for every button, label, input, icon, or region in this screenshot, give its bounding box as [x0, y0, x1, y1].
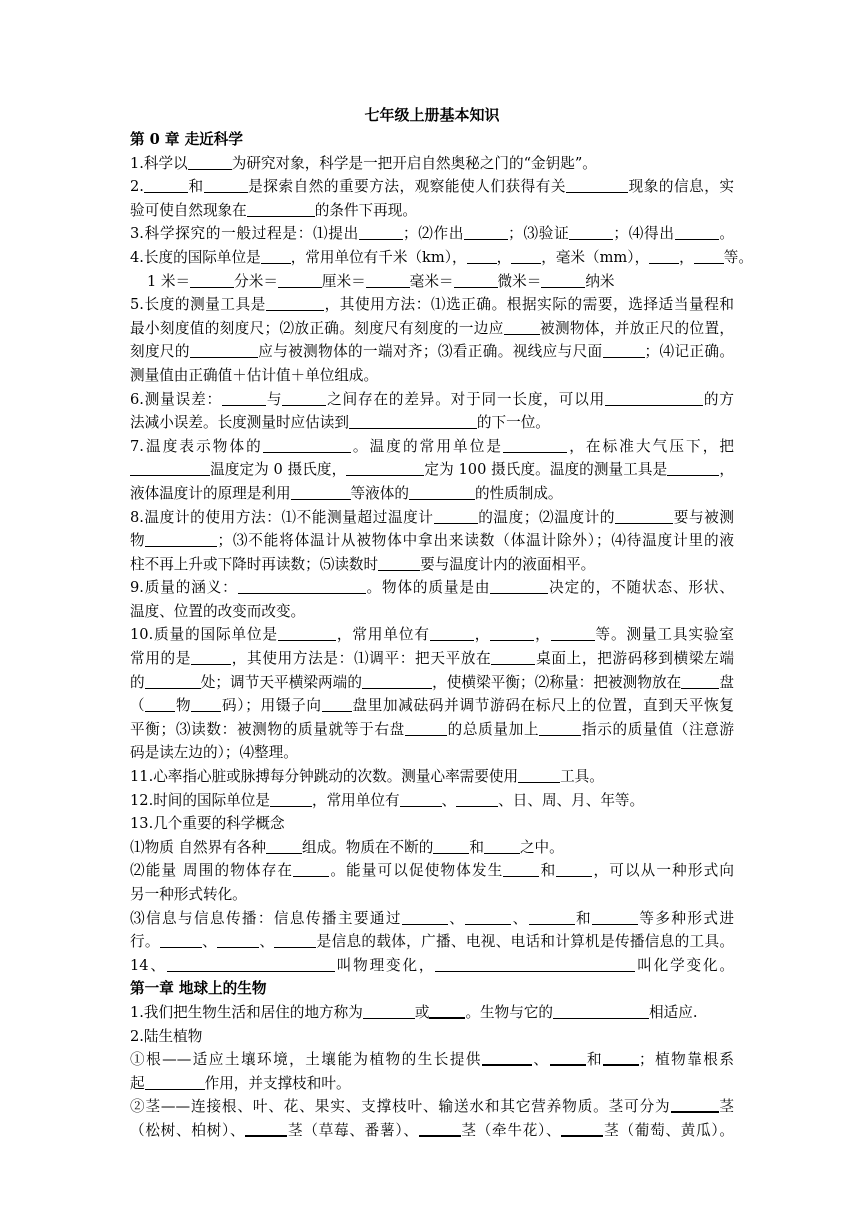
- blank-field[interactable]: [291, 484, 351, 500]
- blank-field[interactable]: [349, 413, 477, 429]
- text-line: 常用的是 ，其使用方法是：⑴调平：把天平放在 桌面上，把游码移到横梁左端: [130, 650, 734, 668]
- blank-field[interactable]: [378, 555, 420, 571]
- blank-field[interactable]: [615, 508, 673, 524]
- blank-field[interactable]: [190, 342, 258, 358]
- blank-field[interactable]: [435, 956, 635, 972]
- blank-field[interactable]: [681, 673, 719, 689]
- blank-field[interactable]: [467, 248, 497, 264]
- blank-field[interactable]: [541, 272, 585, 288]
- blank-field[interactable]: [454, 272, 498, 288]
- blank-field[interactable]: [482, 1049, 532, 1066]
- blank-field[interactable]: [561, 1120, 603, 1137]
- blank-field[interactable]: [490, 578, 548, 594]
- text-line: 12.时间的国际单位是 ，常用单位有 、 、日、周、月、年等。: [130, 791, 645, 809]
- text-line: 14、 叫物理变化， 叫化学变化。: [130, 956, 734, 974]
- blank-field[interactable]: [434, 508, 478, 524]
- blank-field[interactable]: [145, 696, 175, 712]
- blank-field[interactable]: [145, 1074, 205, 1090]
- blank-field[interactable]: [649, 248, 679, 264]
- text-line: 4.长度的国际单位是 ，常用单位有千米（km）， ， ，毫米（mm）， ， 等。: [130, 248, 753, 266]
- blank-field[interactable]: [504, 319, 540, 335]
- text-line: ⑴物质 自然界有各种 组成。物质在不断的 和 之中。: [130, 838, 564, 856]
- blank-field[interactable]: [550, 1049, 586, 1066]
- blank-field[interactable]: [247, 201, 315, 217]
- blank-field[interactable]: [511, 248, 541, 264]
- blank-field[interactable]: [188, 154, 232, 170]
- text-line: 行。 、 、 是信息的载体，广播、电视、电话和计算机是传播信息的工具。: [130, 933, 734, 951]
- blank-field[interactable]: [456, 791, 498, 807]
- text-line: （松树、柏树）、 茎（草莓、番薯）、 茎（牵牛花）、 茎（葡萄、黄瓜）。: [130, 1121, 735, 1139]
- chapter-heading: 第一章 地球上的生物: [130, 980, 267, 998]
- blank-field[interactable]: [204, 177, 248, 193]
- blank-field[interactable]: [603, 1049, 639, 1066]
- blank-field[interactable]: [167, 956, 335, 972]
- text-line: 2.陆生植物: [130, 1027, 203, 1045]
- blank-field[interactable]: [503, 861, 539, 877]
- text-line: 1.科学以 为研究对象，科学是一把开启自然奥秘之门的“金钥匙”。: [130, 154, 597, 172]
- text-line: 物 ；⑶不能将体温计从被物体中拿出来读数（体温计除外）；⑷待温度计里的液: [130, 532, 734, 550]
- blank-field[interactable]: [363, 1003, 415, 1019]
- blank-field[interactable]: [362, 673, 432, 689]
- text-line: ②茎——连接根、叶、花、果实、支撑枝叶、输送水和其它营养物质。茎可分为 茎: [130, 1098, 734, 1116]
- blank-field[interactable]: [270, 791, 312, 807]
- blank-field[interactable]: [402, 909, 448, 925]
- blank-field[interactable]: [191, 696, 221, 712]
- text-line: ⑵能量 周围的物体存在 。能量可以促使物体发生 和 ，可以从一种形式向: [130, 862, 734, 880]
- blank-field[interactable]: [400, 791, 442, 807]
- blank-field[interactable]: [409, 484, 475, 500]
- blank-field[interactable]: [190, 272, 234, 288]
- blank-field[interactable]: [556, 861, 592, 877]
- blank-field[interactable]: [603, 342, 645, 358]
- blank-field[interactable]: [263, 437, 351, 453]
- blank-field[interactable]: [130, 460, 210, 476]
- blank-field[interactable]: [366, 272, 410, 288]
- chapter-heading: 第 0 章 走近科学: [130, 131, 243, 148]
- text-line: （ 物 码）；用镊子向 盘里加减砝码并调节游码在标尺上的位置，直到天平恢复: [130, 697, 734, 715]
- blank-field[interactable]: [491, 649, 535, 665]
- blank-field[interactable]: [145, 531, 217, 547]
- blank-field[interactable]: [553, 1003, 649, 1019]
- blank-field[interactable]: [529, 909, 575, 925]
- blank-field[interactable]: [592, 909, 638, 925]
- blank-field[interactable]: [490, 625, 534, 641]
- text-line: 码是读左边的）；⑷整理。: [130, 744, 298, 762]
- blank-field[interactable]: [261, 248, 291, 264]
- text-line: 13.几个重要的科学概念: [130, 815, 285, 833]
- blank-field[interactable]: [278, 625, 336, 641]
- blank-field[interactable]: [569, 224, 613, 240]
- blank-field[interactable]: [671, 1096, 719, 1113]
- blank-field[interactable]: [144, 177, 188, 193]
- text-line: 1 米＝ 分米＝ 厘米＝ 毫米＝ 微米＝ 纳米: [147, 272, 615, 290]
- blank-field[interactable]: [191, 649, 231, 665]
- text-line: 8.温度计的使用方法：⑴不能测量超过温度计 的温度；⑵温度计的 要与被测: [130, 508, 734, 526]
- blank-field[interactable]: [282, 390, 326, 406]
- blank-field[interactable]: [293, 861, 329, 877]
- blank-field[interactable]: [433, 838, 469, 854]
- text-line: 验可使自然现象在 的条件下再现。: [130, 201, 417, 219]
- blank-field[interactable]: [430, 625, 474, 641]
- text-line: 液体温度计的原理是利用 等液体的 的性质制成。: [130, 484, 563, 502]
- blank-field[interactable]: [266, 838, 302, 854]
- blank-field[interactable]: [605, 390, 703, 406]
- blank-field[interactable]: [566, 177, 628, 193]
- blank-field[interactable]: [238, 578, 366, 594]
- text-line: 5.长度的测量工具是 ，其使用方法：⑴选正确。根据实际的需要，选择适当量程和: [130, 296, 734, 314]
- blank-field[interactable]: [694, 248, 724, 264]
- blank-field[interactable]: [346, 460, 424, 476]
- blank-field[interactable]: [145, 673, 201, 689]
- blank-field[interactable]: [419, 1120, 461, 1137]
- blank-field[interactable]: [503, 437, 567, 453]
- blank-field[interactable]: [518, 767, 560, 783]
- text-line: 柱不再上升或下降时再读数；⑸读数时 要与温度计内的液面相平。: [130, 555, 596, 573]
- text-line: 11.心率指心脏或脉搏每分钟跳动的次数。测量心率需要使用 工具。: [130, 768, 604, 786]
- blank-field[interactable]: [429, 1002, 465, 1019]
- text-line: 3.科学探究的一般过程是：⑴提出 ；⑵作出 ；⑶验证 ；⑷得出 。: [130, 225, 734, 243]
- blank-field[interactable]: [484, 838, 520, 854]
- blank-field[interactable]: [278, 272, 322, 288]
- blank-field[interactable]: [675, 224, 719, 240]
- text-line: 温度定为 0 摄氏度， 定为 100 摄氏度。温度的测量工具是 ，: [130, 458, 734, 482]
- blank-field[interactable]: [465, 909, 511, 925]
- blank-field[interactable]: [464, 224, 508, 240]
- text-line: 刻度尺的 应与被测物体的一端对齐；⑶看正确。视线应与尺面 ；⑷记正确。: [130, 343, 734, 361]
- blank-field[interactable]: [160, 932, 202, 948]
- text-line: 7.温度表示物体的 。温度的常用单位是 ，在标准大气压下，把: [130, 437, 734, 455]
- blank-field[interactable]: [359, 224, 403, 240]
- blank-field[interactable]: [266, 295, 324, 311]
- text-line: 2. 和 是探索自然的重要方法，观察能使人们获得有关 现象的信息，实: [130, 178, 734, 196]
- blank-field[interactable]: [667, 460, 719, 476]
- blank-field[interactable]: [274, 932, 316, 948]
- text-line: ①根——适应土壤环境，土壤能为植物的生长提供 、 和 ；植物靠根系: [130, 1051, 734, 1069]
- blank-field[interactable]: [539, 720, 581, 736]
- text-line: 温度、位置的改变而改变。: [130, 602, 306, 620]
- page-title: 七年级上册基本知识: [364, 106, 500, 124]
- text-line: 最小刻度值的刻度尺；⑵放正确。刻度尺有刻度的一边应 被测物体，并放正尺的位置，: [130, 319, 734, 337]
- text-line: 平衡；⑶读数：被测物的质量就等于右盘 的总质量加上 指示的质量值（注意游: [130, 720, 734, 738]
- text-line: 1.我们把生物生活和居住的地方称为 或 。生物与它的 相适应.: [130, 1003, 698, 1021]
- text-line: 测量值由正确值＋估计值＋单位组成。: [130, 366, 379, 384]
- blank-field[interactable]: [405, 720, 447, 736]
- blank-field[interactable]: [222, 390, 266, 406]
- text-line: 9.质量的涵义： 。物体的质量是由 决定的，不随状态、形状、: [130, 579, 734, 597]
- blank-field[interactable]: [551, 625, 595, 641]
- text-line: 起 作用，并支撑枝和叶。: [130, 1074, 351, 1092]
- text-line: 另一种形式转化。: [130, 886, 247, 903]
- blank-field[interactable]: [217, 932, 259, 948]
- document-body: [130, 104, 753, 1143]
- text-line: 6.测量误差： 与 之间存在的差异。对于同一长度，可以用 的方: [130, 390, 734, 408]
- text-line: 法减小误差。长度测量时应估读到 的下一位。: [130, 414, 550, 432]
- blank-field[interactable]: [322, 696, 352, 712]
- blank-field[interactable]: [245, 1120, 287, 1137]
- text-line: 的 处；调节天平横梁两端的 ，使横梁平衡；⑵称量：把被测物放在 盘: [130, 673, 734, 691]
- text-line: ⑶信息与信息传播：信息传播主要通过 、 、 和 等多种形式进: [130, 909, 734, 927]
- text-line: 10.质量的国际单位是 ，常用单位有 ， ， 等。测量工具实验室: [130, 626, 734, 644]
